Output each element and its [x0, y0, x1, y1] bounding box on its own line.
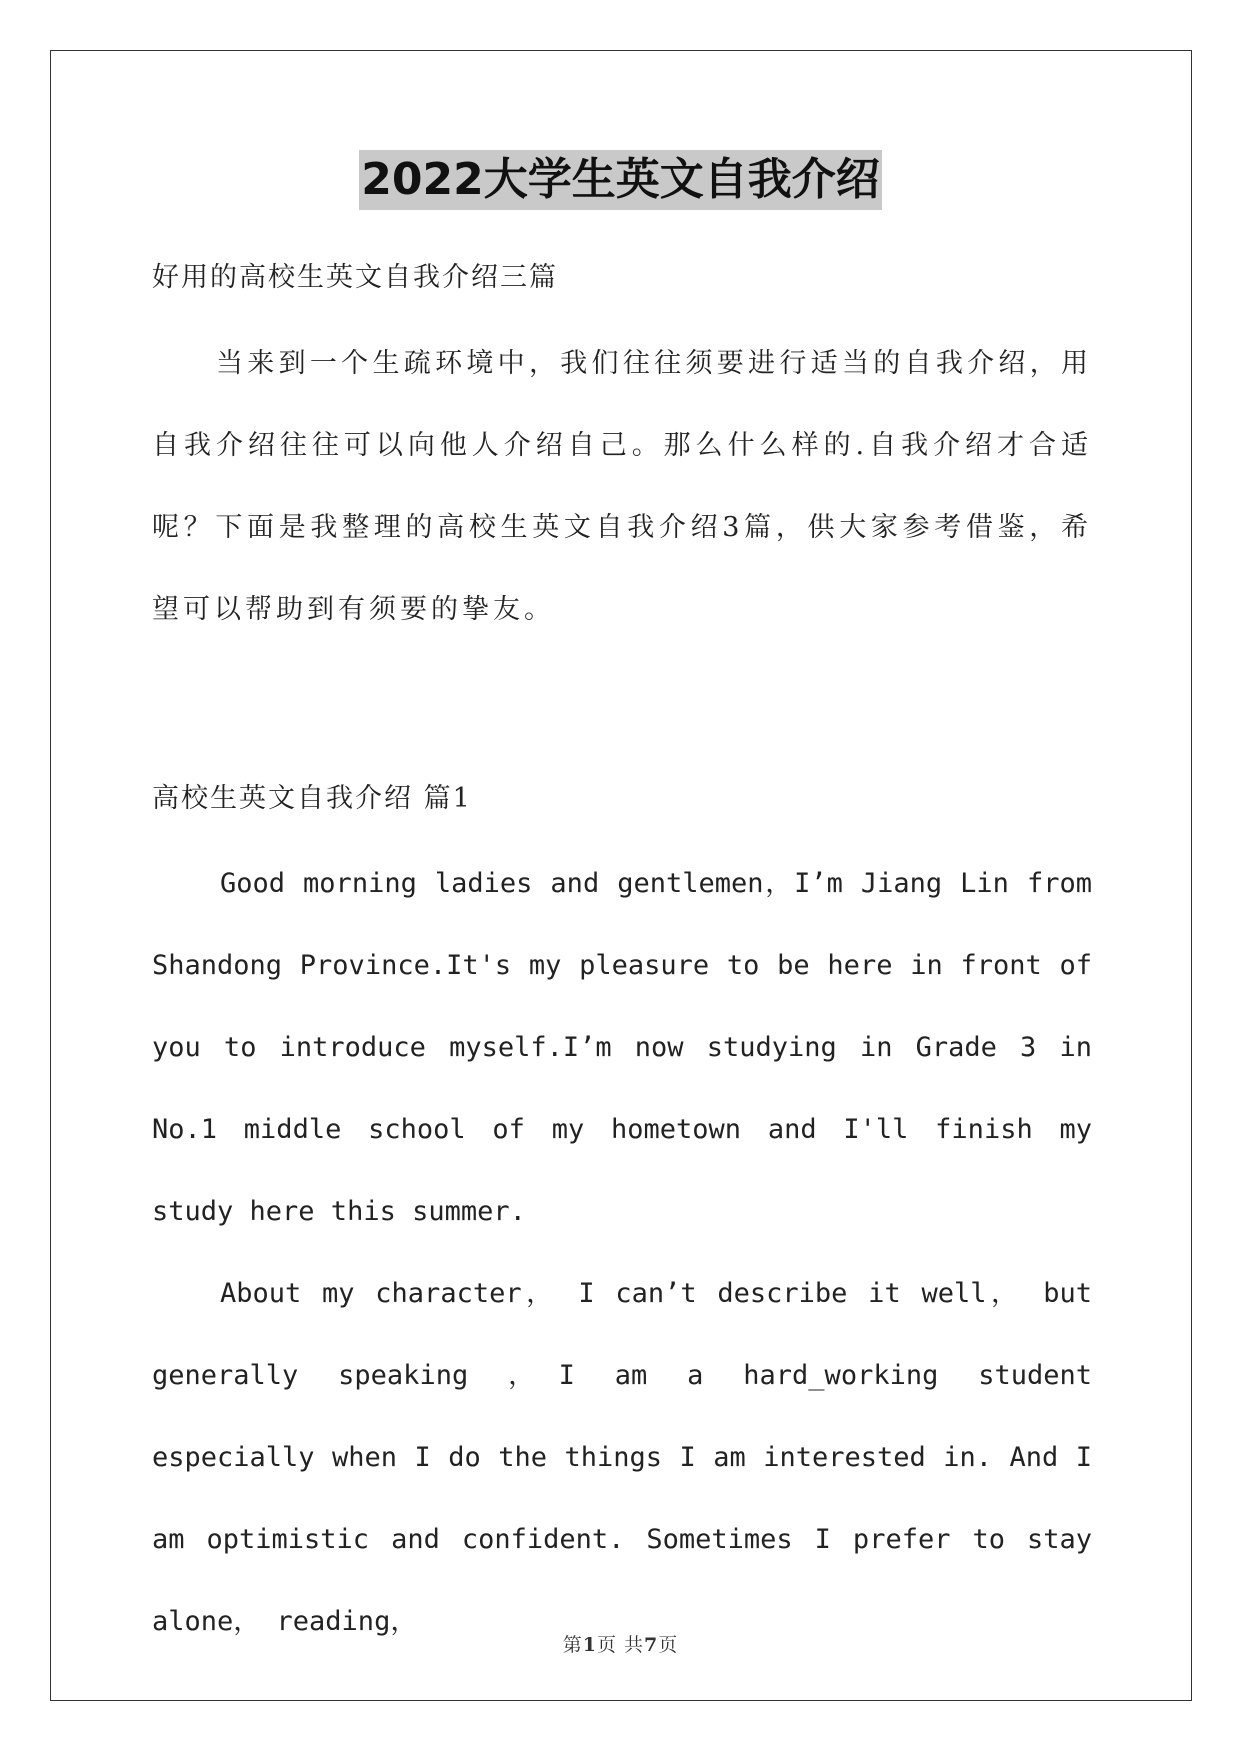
- body-paragraph-2: About my character， I can’t describe it well， but generally speaking ，I am a hard_working student especially when I do the things I am interested in. And I am optimistic and confident. Sometimes I prefer to stay alone， reading，: [152, 1278, 1092, 1637]
- page-total: 7: [644, 1634, 659, 1656]
- document-body: [152, 258, 1092, 1663]
- page-footer: [0, 1630, 1241, 1657]
- page-prefix: 第: [562, 1634, 583, 1656]
- document-title: 2022大学生英文自我介绍: [359, 150, 881, 210]
- page-current: 1: [582, 1634, 597, 1656]
- document-subtitle: 好用的高校生英文自我介绍三篇: [152, 262, 558, 293]
- section-heading: 高校生英文自我介绍 篇1: [152, 783, 472, 814]
- body-paragraph-1: Good morning ladies and gentlemen，I’m Jiang Lin from Shandong Province.It's my pleasure to be here in front of you to introduce myself.I’m now studying in Grade 3 in No.1 middle school of my hometown and I'll finish my study here this summer.: [152, 868, 1092, 1227]
- page-suffix: 页: [658, 1634, 679, 1656]
- intro-paragraph: 当来到一个生疏环境中，我们往往须要进行适当的自我介绍，用自我介绍往往可以向他人介绍自己。那么什么样的.自我介绍才合适呢？下面是我整理的高校生英文自我介绍3篇，供大家参考借鉴，希望可以帮助到有须要的挚友。: [152, 348, 1092, 625]
- page-middle: 页 共: [596, 1634, 645, 1656]
- title-container: [0, 150, 1241, 210]
